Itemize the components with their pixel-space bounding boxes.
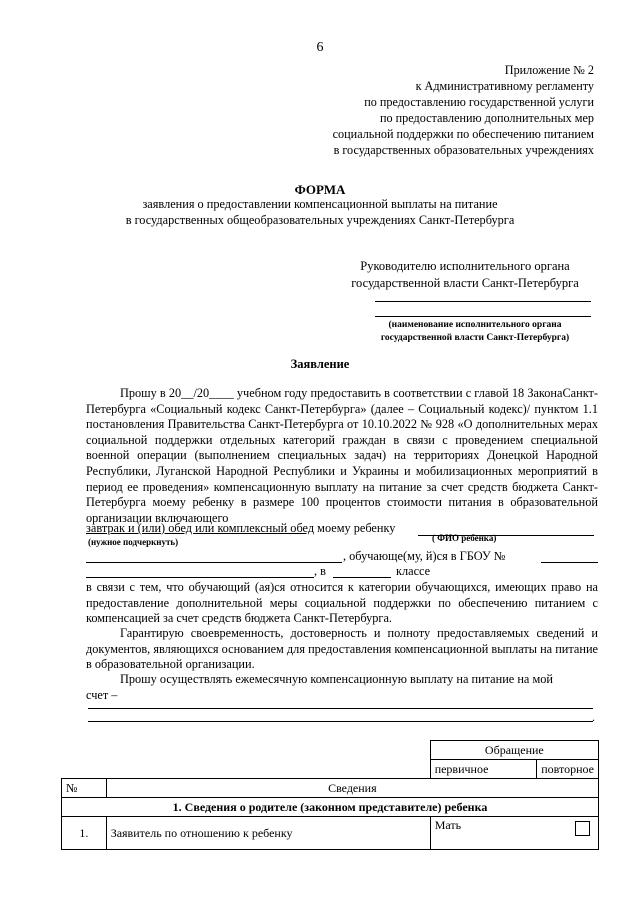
annex-line: по предоставлению дополнительных мер [379, 111, 594, 125]
request-table [61, 740, 599, 850]
num-header: № [62, 779, 107, 798]
annex-line: социальной поддержки по обеспечению питанием [332, 127, 594, 141]
form-subtitle-line: заявления о предоставлении компенсационной выплаты на питание [142, 197, 498, 211]
appeal-header: Обращение [430, 741, 598, 760]
recipient-line: государственной власти Санкт-Петербурга [351, 276, 579, 290]
appeal-primary[interactable]: первичное [430, 760, 536, 779]
class-label: классе [396, 564, 431, 578]
table-blank-cell [106, 760, 430, 779]
annex-line: к Административному регламенту [415, 79, 594, 93]
mother-checkbox[interactable] [575, 821, 590, 836]
annex-line: в государственных образовательных учреждениях [333, 143, 594, 157]
annex-header [264, 62, 594, 158]
recipient-note [350, 319, 600, 345]
section-1-header: 1. Сведения о родителе (законном представителе) ребенка [62, 798, 599, 817]
meal-options: завтрак и (или) обед или комплексный обед [86, 521, 315, 535]
recipient-block [330, 258, 600, 292]
school-number-line[interactable] [541, 562, 598, 563]
recipient-note-line: государственной власти Санкт-Петербурга) [380, 333, 570, 343]
recipient-blank-line[interactable] [375, 316, 591, 317]
statement-paragraph-2: в связи с тем, что обучающий (ая)ся относится к категории обучающихся, имеющих право на предоставление дополнительной меры социальной поддержки по обеспечению питанием с компенсацией за счет средств бюджета Санкт-Петербурга. [86, 580, 598, 626]
appeal-repeat[interactable]: повторное [537, 760, 599, 779]
statement-paragraph-3: Гарантирую своевременность, достоверность и полноту предоставляемых сведений и документов, являющихся основанием для предоставления компенсационной выплаты на питание в образовательной организации. [86, 626, 598, 672]
form-title: ФОРМА [294, 182, 346, 197]
statement-paragraph-4: Прошу осуществлять ежемесячную компенсационную выплату на питание на мой [120, 672, 553, 686]
annex-line: по предоставлению государственной услуги [364, 95, 594, 109]
account-line[interactable] [88, 708, 593, 709]
form-subtitle [40, 197, 600, 228]
in-label: , в [314, 564, 326, 578]
annex-line: Приложение № 2 [504, 63, 594, 77]
row-1-number: 1. [62, 817, 107, 850]
recipient-blank-line[interactable] [375, 301, 591, 302]
info-header: Сведения [106, 779, 598, 798]
row-1-option-label: Мать [434, 818, 462, 832]
account-label: счет – [86, 688, 118, 702]
table-blank-cell [62, 741, 107, 760]
recipient-line: Руководителю исполнительного органа [360, 259, 570, 273]
account-end-dot: . [592, 710, 595, 724]
row-1-option-cell[interactable] [430, 817, 598, 850]
class-number-line[interactable] [333, 577, 391, 578]
form-subtitle-line: в государственных общеобразовательных учреждениях Санкт-Петербурга [125, 212, 515, 227]
table-blank-cell [62, 760, 107, 779]
fio-hint: ( ФИО ребенка) [432, 533, 497, 543]
my-child-label: моему ребенку [317, 521, 396, 535]
child-name-line[interactable] [86, 562, 342, 563]
statement-title: Заявление [290, 357, 350, 371]
underline-hint: (нужное подчеркнуть) [88, 537, 179, 547]
school-name-line[interactable] [86, 577, 314, 578]
recipient-note-line: (наименование исполнительного органа [388, 320, 562, 330]
page-number: 6 [316, 40, 324, 55]
account-line[interactable] [88, 721, 593, 722]
statement-paragraph-1: Прошу в 20__/20____ учебном году предоставить в соответствии с главой 18 ЗаконаСанкт-Петербурга «Социальный кодекс Санкт-Петербурга» (далее – Социальный кодекс)/ пунктом 1.1 постановления Правительства Санкт-Петербурга от 10.10.2022 № 928 «О дополнительных мерах социальной поддержки отдельных категорий граждан в связи с проведением специальной военной операции (выполнением специальных задач) на территориях Донецкой Народной Республики, Луганской Народной Республики и Украины и мобилизационных мероприятий в период ее проведения» компенсационную выплату на питание за счет средств бюджета Санкт-Петербурга моему ребенку в размере 100 процентов стоимости питания в образовательной организации включающего [86, 386, 598, 525]
row-1-label: Заявитель по отношению к ребенку [106, 817, 430, 850]
student-label: , обучающе(му, й)ся в ГБОУ № [343, 549, 506, 563]
table-blank-cell [106, 741, 430, 760]
